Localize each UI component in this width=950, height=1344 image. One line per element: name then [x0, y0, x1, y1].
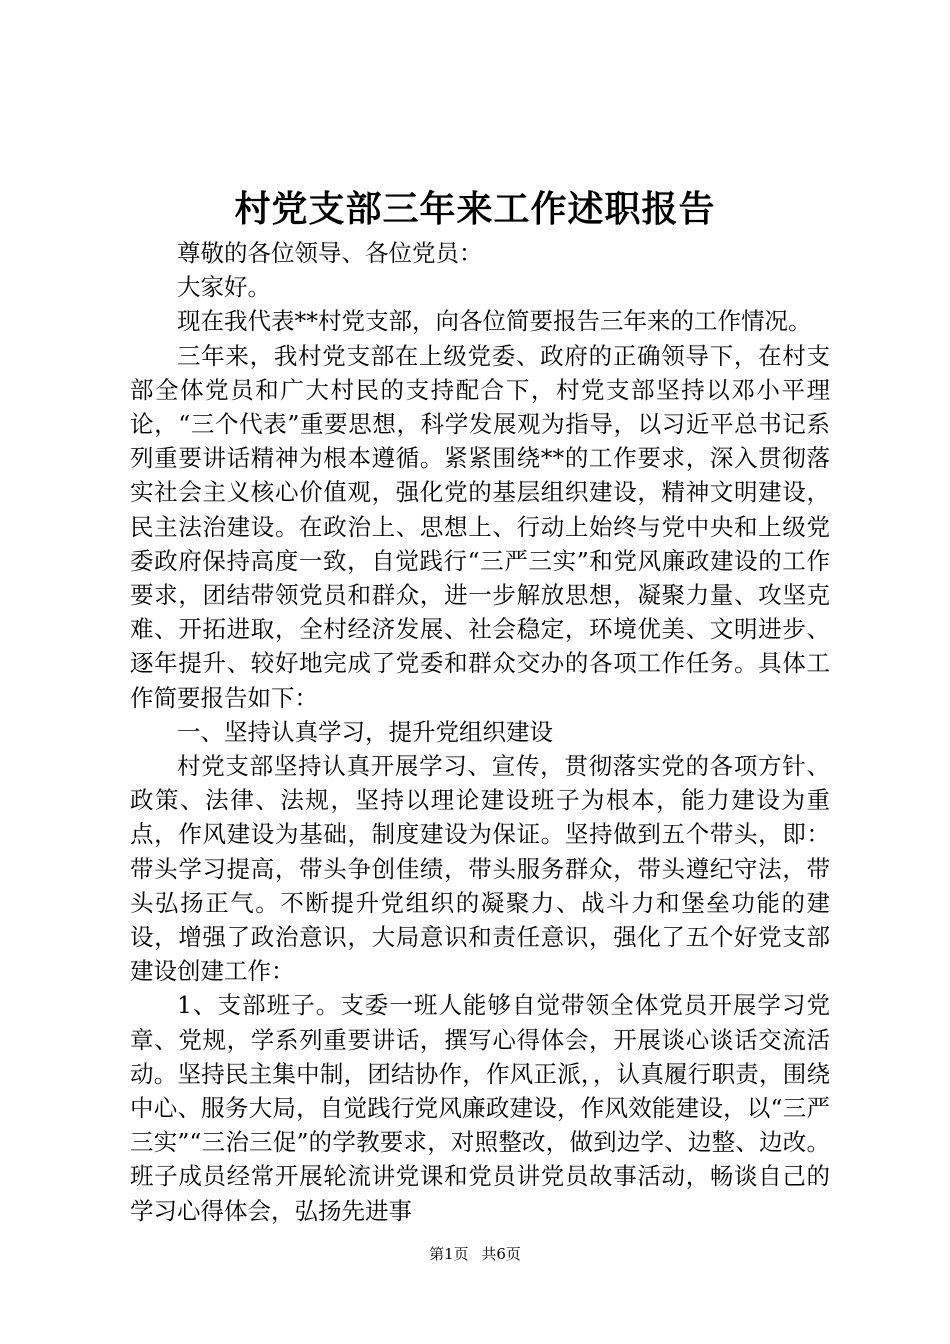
section-heading: 一、坚持认真学习，提升党组织建设 — [177, 717, 553, 746]
section-paragraph: 村党支部坚持认真开展学习、宣传，贯彻落实党的各项方针、政策、法律、法规，坚持以理论建设班子为根本，能力建设为重点，作风建设为基础，制度建设为保证。坚持做到五个带头，即：带头学习提高，带头争创佳绩，带头服务群众，带头遵纪守法，带头弘扬正气。不断提升党组织的凝聚力、战斗力和堡垒功能的建设，增强了政治意识，大局意识和责任意识，强化了五个好党支部建设创建工作： — [130, 752, 830, 986]
item-paragraph: 1、支部班子。支委一班人能够自觉带领全体党员开展学习党章、党规，学系列重要讲话，撰写心得体会，开展谈心谈话交流活动。坚持民主集中制，团结协作，作风正派，，认真履行职责，围绕中心、服务大局，自觉践行党风廉政建设，作风效能建设，以“三严三实”“三治三促”的学教要求，对照整改，做到边学、边整、边改。班子成员经常开展轮流讲党课和党员讲党员故事活动，畅谈自己的学习心得体会，弘扬先进事 — [130, 991, 830, 1225]
document-title: 村党支部三年来工作述职报告 — [234, 188, 716, 230]
salutation-paragraph: 尊敬的各位领导、各位党员： — [177, 239, 483, 267]
page-number: 第1页 — [429, 1245, 469, 1263]
document-body — [130, 236, 830, 1228]
intro-paragraph: 现在我代表**村党支部，向各位简要报告三年来的工作情况。 — [177, 307, 812, 336]
page-total: 共6页 — [481, 1245, 521, 1263]
greeting-paragraph: 大家好。 — [177, 273, 271, 302]
overview-paragraph: 三年来，我村党支部在上级党委、政府的正确领导下，在村支部全体党员和广大村民的支持配合下，村党支部坚持以邓小平理论，“三个代表”重要思想，科学发展观为指导，以习近平总书记系列重要讲话精神为根本遵循。紧紧围绕**的工作要求，深入贯彻落实社会主义核心价值观，强化党的基层组织建设，精神文明建设，民主法治建设。在政治上、思想上、行动上始终与党中央和上级党委政府保持高度一致，自觉践行“三严三实”和党风廉政建设的工作要求，团结带领党员和群众，进一步解放思想，凝聚力量、攻坚克难、开拓进取，全村经济发展、社会稳定，环境优美、文明进步、逐年提升、较好地完成了党委和群众交办的各项工作任务。具体工作简要报告如下： — [130, 341, 830, 712]
page-footer — [0, 1244, 950, 1264]
